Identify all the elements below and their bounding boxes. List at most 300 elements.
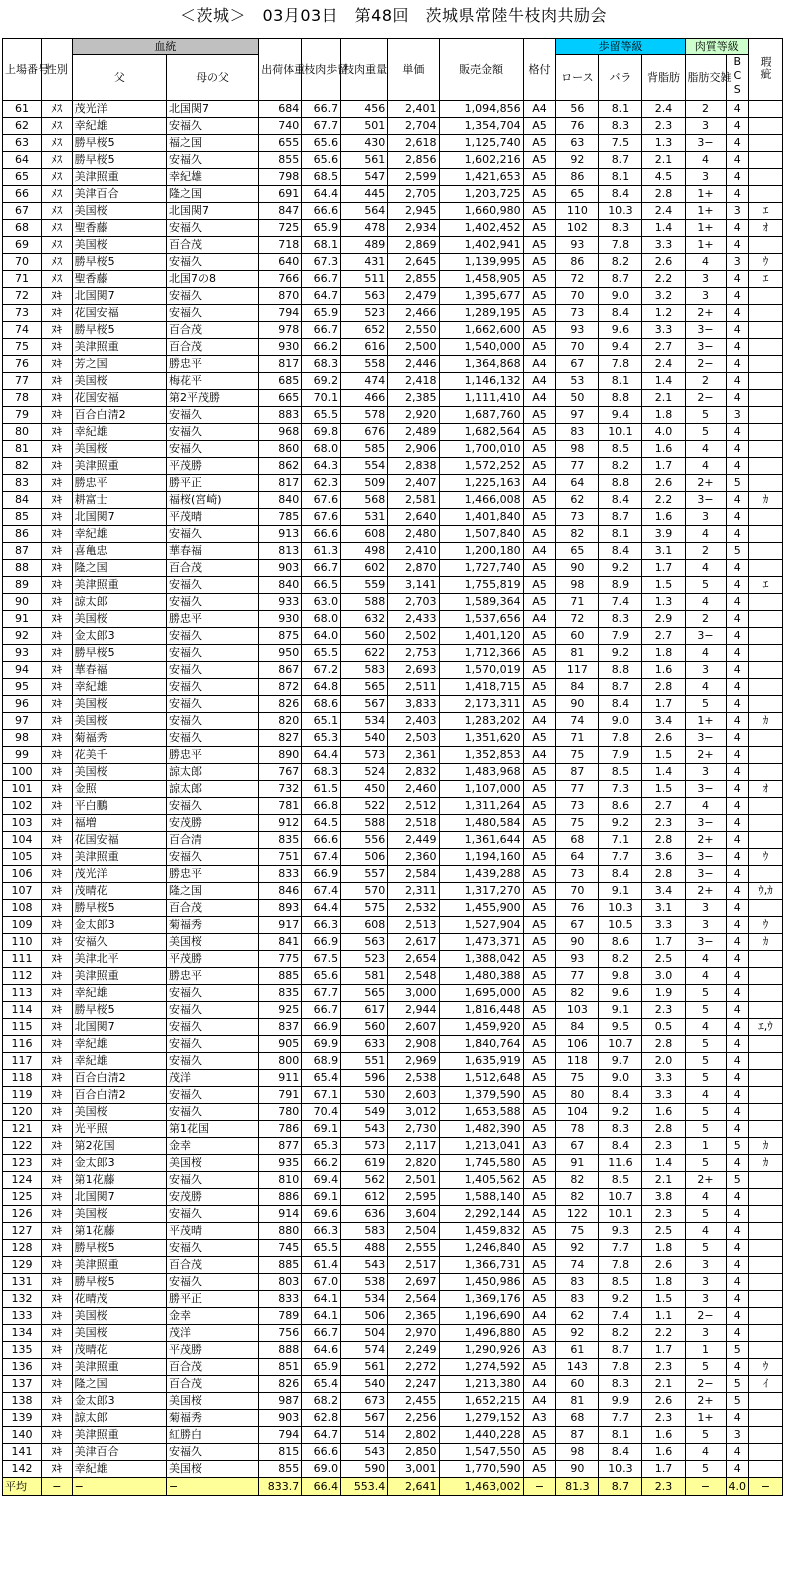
back-fat-cell: 2.4 [642, 356, 685, 373]
dam-sire-cell: 安福久 [166, 526, 258, 543]
unit-price-cell: 2,607 [388, 1019, 439, 1036]
grade-cell: A4 [523, 475, 556, 492]
unit-price-cell: 2,548 [388, 968, 439, 985]
back-fat-cell: 1.6 [642, 509, 685, 526]
loin-header: ロース [556, 55, 599, 101]
lot-number-cell: 123 [3, 1155, 42, 1172]
loin-cell: 90 [556, 1461, 599, 1478]
carcass-weight-cell: 504 [341, 1325, 388, 1342]
shipping-weight-cell: 917 [259, 917, 302, 934]
bcs-cell: 4 [726, 492, 749, 509]
dam-sire-cell: 安福久 [166, 254, 258, 271]
sire-cell: 隆之国 [72, 1376, 166, 1393]
sales-amount-cell: 1,311,264 [439, 798, 523, 815]
loin-cell: 62 [556, 1308, 599, 1325]
defect-cell [749, 186, 783, 203]
shipping-weight-cell: 833.7 [259, 1478, 302, 1496]
bcs-cell: 4 [726, 628, 749, 645]
carcass-yield-cell: 68.3 [302, 356, 341, 373]
sales-amount-cell: 1,483,968 [439, 764, 523, 781]
loin-cell: 75 [556, 747, 599, 764]
rib-cell: 7.9 [599, 628, 642, 645]
sex-cell: ﾇｷ [41, 1206, 72, 1223]
lot-number-cell: 133 [3, 1308, 42, 1325]
sales-amount-cell: 1,635,919 [439, 1053, 523, 1070]
unit-price-cell: 2,446 [388, 356, 439, 373]
back-fat-cell: 3.3 [642, 237, 685, 254]
carcass-yield-cell: 65.4 [302, 1376, 341, 1393]
sex-cell: ﾒｽ [41, 118, 72, 135]
carcass-yield-cell: 65.9 [302, 1359, 341, 1376]
sex-cell: ﾇｷ [41, 1444, 72, 1461]
rib-cell: 10.5 [599, 917, 642, 934]
carcass-yield-cell: 67.0 [302, 1274, 341, 1291]
dam-sire-cell: 安福久 [166, 594, 258, 611]
defect-cell: ｴ [749, 203, 783, 220]
dam-sire-cell: 安福久 [166, 849, 258, 866]
unit-price-cell: 3,001 [388, 1461, 439, 1478]
grade-cell: A5 [523, 1053, 556, 1070]
loin-cell: 117 [556, 662, 599, 679]
sales-amount-cell: 1,317,270 [439, 883, 523, 900]
rib-cell: 9.0 [599, 1070, 642, 1087]
carcass-yield-cell: 64.3 [302, 458, 341, 475]
bcs-cell: 5 [726, 1342, 749, 1359]
sex-cell: ﾇｷ [41, 747, 72, 764]
unit-price-cell: 2,418 [388, 373, 439, 390]
sales-amount-cell: 1,507,840 [439, 526, 523, 543]
unit-price-cell: 2,538 [388, 1070, 439, 1087]
table-row [3, 815, 783, 832]
sex-cell: ﾇｷ [41, 1070, 72, 1087]
sire-cell: 幸紀雄 [72, 118, 166, 135]
defect-cell [749, 1223, 783, 1240]
marbling-cell: 3 [685, 271, 726, 288]
dam-sire-cell: 安福久 [166, 305, 258, 322]
table-row [3, 492, 783, 509]
sire-cell: 幸紀雄 [72, 1053, 166, 1070]
carcass-yield-cell: 65.4 [302, 1070, 341, 1087]
grade-cell: A4 [523, 390, 556, 407]
lot-number-cell: 126 [3, 1206, 42, 1223]
table-row [3, 271, 783, 288]
back-fat-cell: 2.2 [642, 271, 685, 288]
sex-cell: ﾒｽ [41, 135, 72, 152]
lot-number-cell: 75 [3, 339, 42, 356]
table-row [3, 866, 783, 883]
sex-cell: ﾇｷ [41, 883, 72, 900]
rib-cell: 8.1 [599, 169, 642, 186]
rib-cell: 8.7 [599, 1342, 642, 1359]
marbling-cell: 3 [685, 917, 726, 934]
table-row [3, 1121, 783, 1138]
sales-amount-cell: 1,354,704 [439, 118, 523, 135]
lot-number-cell: 92 [3, 628, 42, 645]
defect-cell [749, 288, 783, 305]
shipping-weight-cell: 837 [259, 1019, 302, 1036]
marbling-cell: 3 [685, 1325, 726, 1342]
grade-cell: A5 [523, 1274, 556, 1291]
back-fat-cell: 1.8 [642, 1240, 685, 1257]
sales-amount-cell: 1,527,904 [439, 917, 523, 934]
loin-cell: 83 [556, 1274, 599, 1291]
carcass-yield-cell: 66.7 [302, 101, 341, 118]
defect-cell [749, 1206, 783, 1223]
dam-sire-cell: 平茂勝 [166, 458, 258, 475]
defect-cell [749, 1240, 783, 1257]
back-fat-cell: 1.6 [642, 1444, 685, 1461]
unit-price-cell: 2,640 [388, 509, 439, 526]
unit-price-cell: 2,479 [388, 288, 439, 305]
table-row [3, 900, 783, 917]
unit-price-cell: 3,000 [388, 985, 439, 1002]
back-fat-cell: 2.6 [642, 475, 685, 492]
defect-cell [749, 356, 783, 373]
bcs-cell: 4 [726, 356, 749, 373]
table-row [3, 118, 783, 135]
shipping-weight-cell: 640 [259, 254, 302, 271]
bcs-cell: 4 [726, 237, 749, 254]
loin-cell: 73 [556, 798, 599, 815]
bcs-cell: 4 [726, 849, 749, 866]
sex-cell: ﾇｷ [41, 288, 72, 305]
shipping-weight-cell: 870 [259, 288, 302, 305]
back-fat-cell: 2.5 [642, 1223, 685, 1240]
dam-sire-cell: 梅花平 [166, 373, 258, 390]
dam-sire-cell: 菊福秀 [166, 1410, 258, 1427]
grade-cell: A5 [523, 1070, 556, 1087]
sire-cell: 金照 [72, 781, 166, 798]
unit-price-cell: 2,654 [388, 951, 439, 968]
table-row [3, 390, 783, 407]
lot-number-cell: 64 [3, 152, 42, 169]
sales-amount-cell: 1,146,132 [439, 373, 523, 390]
unit-price-cell: 2,850 [388, 1444, 439, 1461]
sire-cell: 美津照重 [72, 577, 166, 594]
sales-amount-cell: 1,540,000 [439, 339, 523, 356]
carcass-weight-cell: 514 [341, 1427, 388, 1444]
lot-number-cell: 82 [3, 458, 42, 475]
defect-cell [749, 764, 783, 781]
bcs-cell: 4 [726, 424, 749, 441]
lot-number-cell: 108 [3, 900, 42, 917]
loin-cell: 104 [556, 1104, 599, 1121]
sales-amount-cell: 1,816,448 [439, 1002, 523, 1019]
shipping-weight-cell: 835 [259, 832, 302, 849]
lot-number-cell: 103 [3, 815, 42, 832]
shipping-weight-cell: 817 [259, 356, 302, 373]
unit-price-header: 単価 [388, 39, 439, 101]
table-row [3, 1087, 783, 1104]
sex-cell: ﾒｽ [41, 186, 72, 203]
rib-cell: 7.8 [599, 730, 642, 747]
sales-amount-cell: 1,463,002 [439, 1478, 523, 1496]
marbling-cell: 1+ [685, 220, 726, 237]
sire-cell: − [72, 1478, 166, 1496]
carcass-weight-cell: 570 [341, 883, 388, 900]
loin-cell: 53 [556, 373, 599, 390]
bcs-cell: 4 [726, 1121, 749, 1138]
loin-cell: 98 [556, 577, 599, 594]
sex-cell: ﾇｷ [41, 1138, 72, 1155]
marbling-cell: 3 [685, 1291, 726, 1308]
dam-sire-cell: 勝忠平 [166, 866, 258, 883]
table-row [3, 951, 783, 968]
unit-price-cell: 2,856 [388, 152, 439, 169]
back-fat-cell: 2.1 [642, 1172, 685, 1189]
rib-cell: 9.2 [599, 560, 642, 577]
defect-cell: ｲ [749, 1376, 783, 1393]
marbling-cell: 3− [685, 866, 726, 883]
sex-cell: ﾇｷ [41, 900, 72, 917]
sales-amount-cell: 1,840,764 [439, 1036, 523, 1053]
rib-cell: 7.3 [599, 781, 642, 798]
sales-amount-cell: 1,660,980 [439, 203, 523, 220]
unit-price-cell: 2,869 [388, 237, 439, 254]
loin-cell: 75 [556, 1070, 599, 1087]
shipping-weight-cell: 877 [259, 1138, 302, 1155]
sex-cell: ﾇｷ [41, 339, 72, 356]
carcass-weight-cell: 560 [341, 628, 388, 645]
marbling-cell: 3− [685, 730, 726, 747]
loin-cell: 83 [556, 424, 599, 441]
carcass-yield-cell: 66.4 [302, 1478, 341, 1496]
rib-cell: 8.5 [599, 764, 642, 781]
sales-amount-cell: 1,482,390 [439, 1121, 523, 1138]
sire-cell: 美津百合 [72, 1444, 166, 1461]
dam-sire-cell: 勝忠平 [166, 968, 258, 985]
rib-cell: 8.8 [599, 390, 642, 407]
defect-cell [749, 1325, 783, 1342]
rib-cell: 7.8 [599, 1359, 642, 1376]
unit-price-cell: 3,012 [388, 1104, 439, 1121]
lot-number-cell: 平均 [3, 1478, 42, 1496]
marbling-cell: 3 [685, 288, 726, 305]
carcass-yield-cell: 66.7 [302, 322, 341, 339]
sire-cell: 美国桜 [72, 373, 166, 390]
carcass-yield-cell: 69.8 [302, 424, 341, 441]
sales-amount-cell: 1,111,410 [439, 390, 523, 407]
sales-amount-cell: 1,401,840 [439, 509, 523, 526]
carcass-weight-cell: 474 [341, 373, 388, 390]
unit-price-cell: 2,617 [388, 934, 439, 951]
loin-cell: 65 [556, 186, 599, 203]
sire-cell: 北国関7 [72, 1019, 166, 1036]
lot-number-cell: 77 [3, 373, 42, 390]
back-fat-cell: 2.8 [642, 186, 685, 203]
unit-price-cell: 2,460 [388, 781, 439, 798]
loin-cell: 86 [556, 254, 599, 271]
shipping-weight-cell: 914 [259, 1206, 302, 1223]
sex-cell: ﾇｷ [41, 696, 72, 713]
marbling-cell: 3 [685, 1274, 726, 1291]
sales-amount-cell: 1,213,380 [439, 1376, 523, 1393]
rib-cell: 7.8 [599, 1257, 642, 1274]
rib-cell: 9.2 [599, 1104, 642, 1121]
carcass-weight-cell: 430 [341, 135, 388, 152]
rib-cell: 7.7 [599, 1240, 642, 1257]
sales-amount-cell: 1,473,371 [439, 934, 523, 951]
sex-cell: ﾇｷ [41, 509, 72, 526]
back-fat-cell: 1.8 [642, 1274, 685, 1291]
grade-cell: A5 [523, 220, 556, 237]
grade-cell: A5 [523, 1257, 556, 1274]
shipping-weight-cell: 875 [259, 628, 302, 645]
carcass-weight-cell: 557 [341, 866, 388, 883]
lot-number-cell: 86 [3, 526, 42, 543]
grade-cell: A5 [523, 1036, 556, 1053]
sales-amount-cell: 1,458,905 [439, 271, 523, 288]
shipping-weight-cell: 740 [259, 118, 302, 135]
defect-cell [749, 900, 783, 917]
table-row [3, 1342, 783, 1359]
back-fat-cell: 2.3 [642, 1206, 685, 1223]
defect-cell [749, 526, 783, 543]
shipping-weight-cell: 841 [259, 934, 302, 951]
carcass-yield-cell: 67.7 [302, 985, 341, 1002]
sire-cell: 幸紀雄 [72, 424, 166, 441]
defect-cell: ｶ [749, 713, 783, 730]
carcass-yield-cell: 67.3 [302, 254, 341, 271]
carcass-weight-cell: 565 [341, 679, 388, 696]
defect-cell [749, 169, 783, 186]
bcs-cell: 4 [726, 1206, 749, 1223]
bcs-cell: 4 [726, 662, 749, 679]
sales-amount-cell: 1,547,550 [439, 1444, 523, 1461]
dam-sire-cell: 福之国 [166, 135, 258, 152]
defect-cell [749, 475, 783, 492]
lot-number-cell: 125 [3, 1189, 42, 1206]
loin-cell: 84 [556, 679, 599, 696]
shipping-weight-cell: 968 [259, 424, 302, 441]
shipping-weight-cell: 862 [259, 458, 302, 475]
lot-number-cell: 127 [3, 1223, 42, 1240]
lot-number-cell: 107 [3, 883, 42, 900]
sire-cell: 諒太郎 [72, 594, 166, 611]
defect-cell: ｶ [749, 1138, 783, 1155]
sire-cell: 茂光洋 [72, 101, 166, 118]
sales-amount-cell: 1,572,252 [439, 458, 523, 475]
dam-sire-cell: 勝忠平 [166, 747, 258, 764]
carcass-weight-cell: 556 [341, 832, 388, 849]
sales-amount-cell: 1,279,152 [439, 1410, 523, 1427]
loin-cell: 98 [556, 1444, 599, 1461]
marbling-cell: 4 [685, 951, 726, 968]
carcass-yield-cell: 64.0 [302, 628, 341, 645]
dam-sire-cell: 平茂晴 [166, 1223, 258, 1240]
sire-cell: 美津照重 [72, 1257, 166, 1274]
lot-number-cell: 67 [3, 203, 42, 220]
unit-price-cell: 2,511 [388, 679, 439, 696]
table-row [3, 781, 783, 798]
table-row [3, 1138, 783, 1155]
dam-sire-cell: 安福久 [166, 1036, 258, 1053]
bcs-cell: 4 [726, 186, 749, 203]
rib-cell: 8.5 [599, 441, 642, 458]
defect-cell [749, 1410, 783, 1427]
table-row [3, 475, 783, 492]
marbling-cell: 4 [685, 1019, 726, 1036]
dam-sire-cell: 勝平正 [166, 1291, 258, 1308]
marbling-cell: 1+ [685, 713, 726, 730]
marbling-cell: 4 [685, 1087, 726, 1104]
bcs-cell: 4 [726, 934, 749, 951]
carcass-yield-cell: 68.9 [302, 1053, 341, 1070]
carcass-yield-cell: 68.2 [302, 1393, 341, 1410]
shipping-weight-cell: 935 [259, 1155, 302, 1172]
grade-cell: A5 [523, 1291, 556, 1308]
shipping-weight-cell: 794 [259, 1427, 302, 1444]
back-fat-cell: 2.0 [642, 1053, 685, 1070]
rib-cell: 8.7 [599, 679, 642, 696]
sales-amount-cell: 1,200,180 [439, 543, 523, 560]
sire-cell: 美津北平 [72, 951, 166, 968]
carcass-weight-cell: 524 [341, 764, 388, 781]
sales-amount-cell: 2,292,144 [439, 1206, 523, 1223]
grade-cell: A5 [523, 305, 556, 322]
carcass-weight-cell: 583 [341, 662, 388, 679]
unit-price-cell: 2,969 [388, 1053, 439, 1070]
sire-cell: 光平照 [72, 1121, 166, 1138]
grade-cell: A5 [523, 152, 556, 169]
marbling-cell: 5 [685, 1240, 726, 1257]
rib-cell: 8.5 [599, 1274, 642, 1291]
lot-number-cell: 73 [3, 305, 42, 322]
carcass-weight-cell: 581 [341, 968, 388, 985]
bcs-cell: 5 [726, 543, 749, 560]
grade-cell: A5 [523, 594, 556, 611]
back-fat-cell: 2.8 [642, 1121, 685, 1138]
sex-cell: ﾇｷ [41, 849, 72, 866]
rib-cell: 8.8 [599, 475, 642, 492]
marbling-cell: 1+ [685, 186, 726, 203]
carcass-weight-cell: 564 [341, 203, 388, 220]
bcs-cell: 4 [726, 1223, 749, 1240]
sire-cell: 幸紀雄 [72, 1036, 166, 1053]
lot-number-cell: 97 [3, 713, 42, 730]
defect-cell: ｳ [749, 849, 783, 866]
sire-cell: 幸紀雄 [72, 526, 166, 543]
rib-cell: 7.8 [599, 237, 642, 254]
defect-cell [749, 1291, 783, 1308]
grade-cell: A5 [523, 1206, 556, 1223]
bcs-cell: 4 [726, 611, 749, 628]
defect-cell [749, 135, 783, 152]
lot-number-cell: 89 [3, 577, 42, 594]
carcass-table [2, 38, 783, 1496]
carcass-yield-cell: 69.1 [302, 1121, 341, 1138]
back-fat-cell: 2.8 [642, 1036, 685, 1053]
bcs-cell: 5 [726, 1376, 749, 1393]
bcs-cell: 4 [726, 798, 749, 815]
sex-header: 性別 [41, 39, 72, 101]
rib-cell: 8.8 [599, 662, 642, 679]
grade-cell: A5 [523, 645, 556, 662]
sire-cell: 美津照重 [72, 1359, 166, 1376]
lot-number-cell: 70 [3, 254, 42, 271]
unit-price-cell: 3,604 [388, 1206, 439, 1223]
dam-sire-cell: 百合茂 [166, 1376, 258, 1393]
marbling-cell: 3− [685, 781, 726, 798]
unit-price-cell: 2,705 [388, 186, 439, 203]
table-row [3, 764, 783, 781]
grade-cell: A5 [523, 237, 556, 254]
back-fat-cell: 1.7 [642, 696, 685, 713]
loin-cell: 90 [556, 696, 599, 713]
lot-number-cell: 83 [3, 475, 42, 492]
table-row [3, 1444, 783, 1461]
carcass-yield-cell: 66.3 [302, 917, 341, 934]
